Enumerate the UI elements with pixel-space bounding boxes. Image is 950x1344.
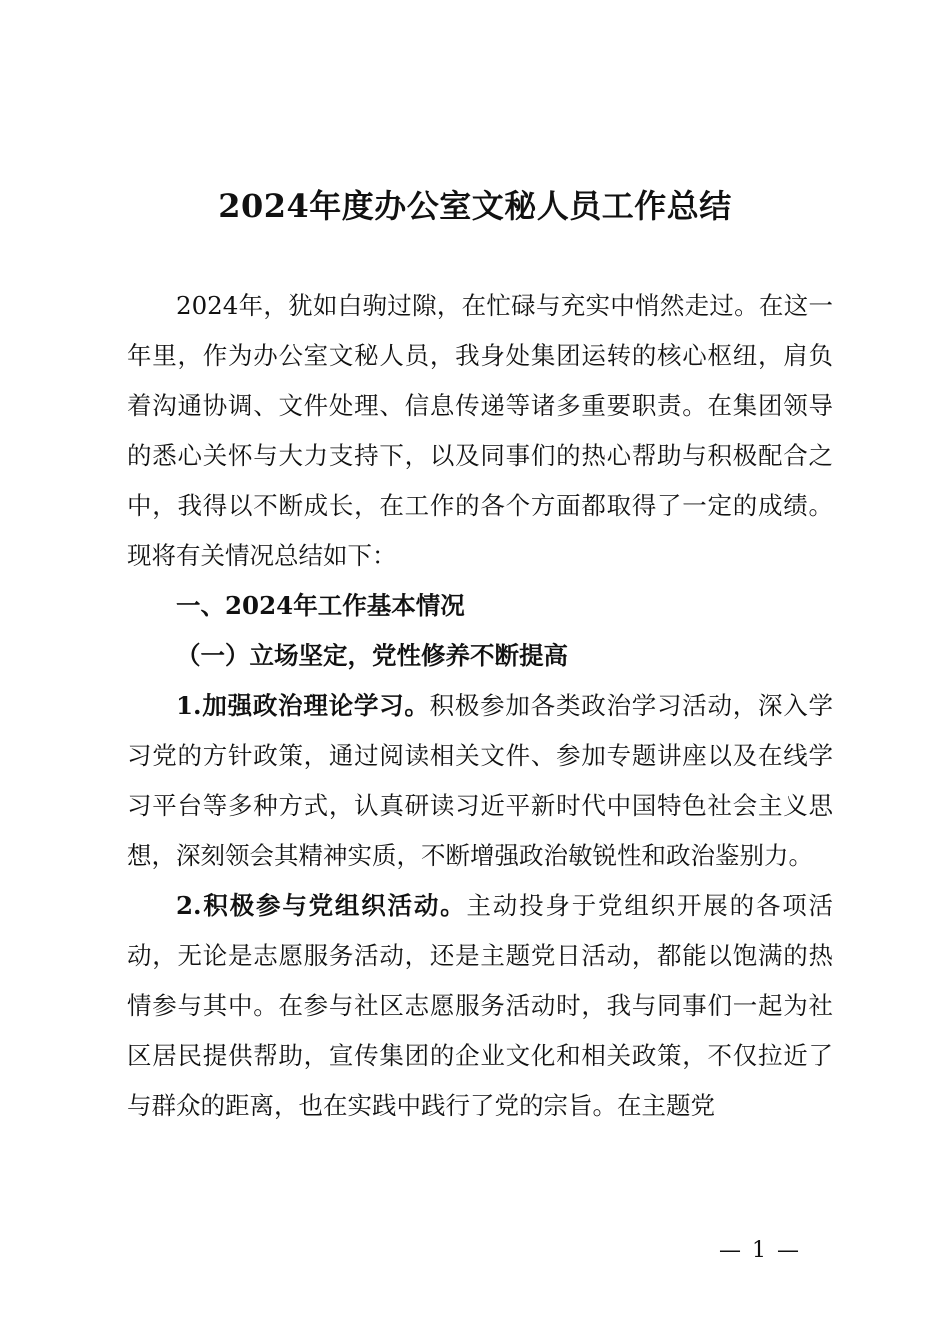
item-text-2: 主动投身于党组织开展的各项活动，无论是志愿服务活动，还是主题党日活动，都能以饱满的热情参与其中。在参与社区志愿服务活动时，我与同事们一起为社区居民提供帮助，宣传集团的企业文化和相关政策，不仅拉近了与群众的距离，也在实践中践行了党的宗旨。在主题党 [127, 891, 834, 1120]
document-body [127, 281, 833, 1131]
page-number: — 1 — [719, 1238, 801, 1263]
intro-paragraph: 2024年，犹如白驹过隙，在忙碌与充实中悄然走过。在这一年里，作为办公室文秘人员，我身处集团运转的核心枢纽，肩负着沟通协调、文件处理、信息传递等诸多重要职责。在集团领导的悉心关怀与大力支持下，以及同事们的热心帮助与积极配合之中，我得以不断成长，在工作的各个方面都取得了一定的成绩。现将有关情况总结如下： [127, 291, 833, 570]
item-text-1: 积极参加各类政治学习活动，深入学习党的方针政策，通过阅读相关文件、参加专题讲座以及在线学习平台等多种方式，认真研读习近平新时代中国特色社会主义思想，深刻领会其精神实质，不断增强政治敏锐性和政治鉴别力。 [127, 691, 834, 870]
subsection-heading: （一）立场坚定，党性修养不断提高 [176, 641, 568, 670]
section-heading: 一、2024年工作基本情况 [176, 591, 465, 620]
item-lead-2: 2.积极参与党组织活动。 [176, 891, 467, 920]
item-paragraph-1 [127, 681, 833, 881]
item-paragraph-2 [127, 881, 833, 1131]
item-lead-1: 1.加强政治理论学习。 [176, 691, 430, 720]
document-title: 2024年度办公室文秘人员工作总结 [218, 187, 732, 225]
